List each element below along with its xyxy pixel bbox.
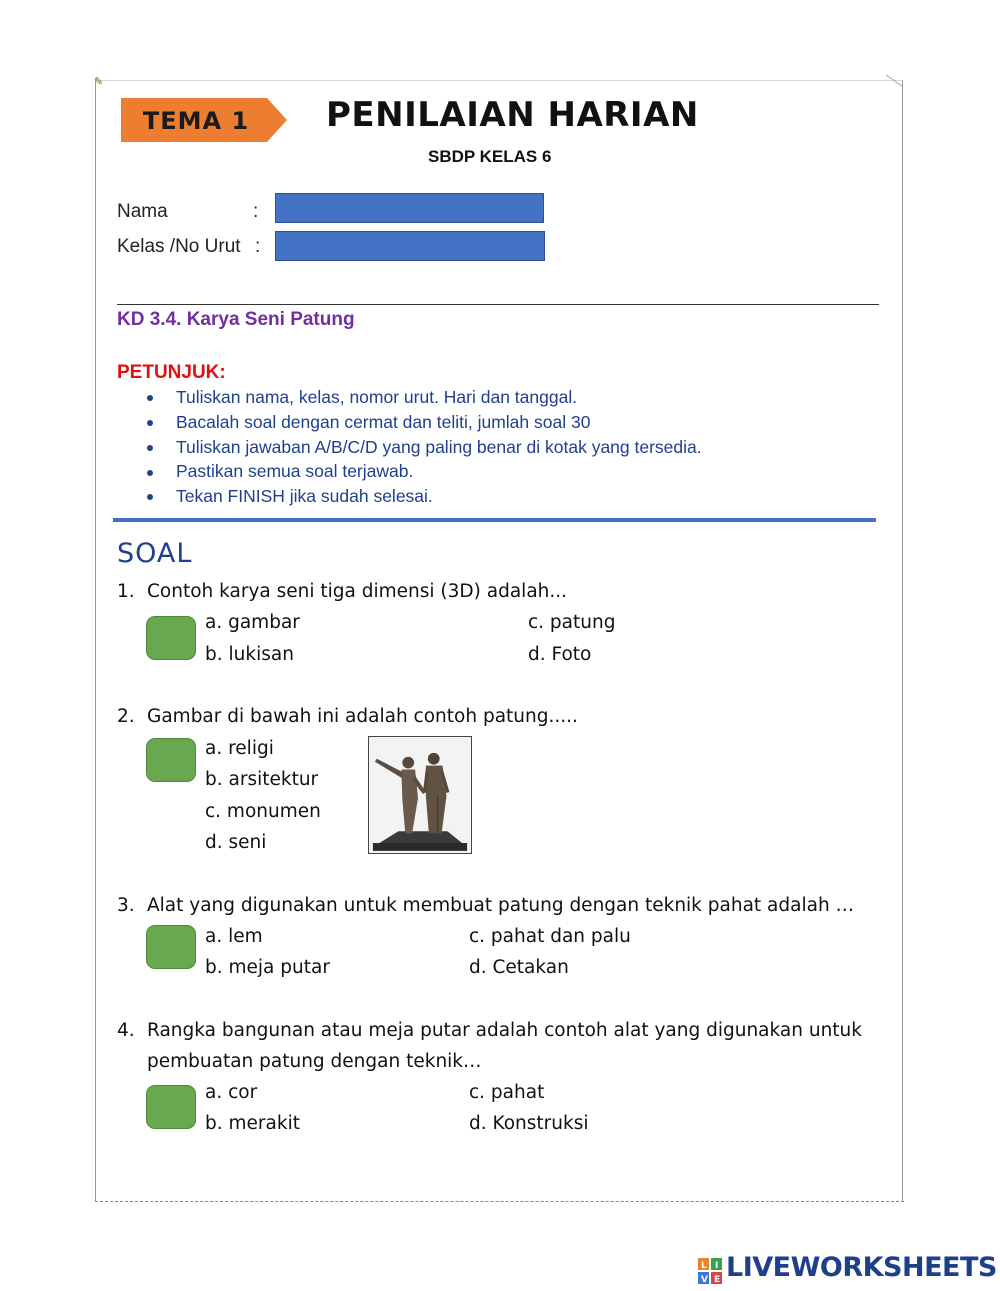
question-text: Alat yang digunakan untuk membuat patung dengan teknik pahat adalah … (147, 895, 855, 916)
option-b: b. merakit (205, 1113, 300, 1134)
page-subtitle: SBDP KELAS 6 (428, 147, 552, 166)
option-b: b. lukisan (205, 644, 294, 665)
answer-box-2[interactable] (146, 738, 196, 782)
instruction-item: Bacalah soal dengan cermat dan teliti, jumlah soal 30 (176, 412, 591, 432)
statue-image (368, 736, 472, 854)
instruction-item: Tekan FINISH jika sudah selesai. (176, 486, 433, 506)
answer-box-1[interactable] (146, 616, 196, 660)
bullet-icon (147, 494, 153, 500)
liveworksheets-brand[interactable]: LIVEWORKSHEETS (726, 1252, 997, 1283)
option-a: a. lem (205, 926, 263, 947)
bullet-icon (147, 470, 153, 476)
section-divider (113, 518, 876, 522)
pin-icon: ✎ (94, 75, 104, 88)
instruction-item: Tuliskan jawaban A/B/C/D yang paling benar di kotak yang tersedia. (176, 437, 702, 457)
answer-box-4[interactable] (146, 1085, 196, 1129)
petunjuk-heading: PETUNJUK: (117, 362, 226, 383)
liveworksheets-logo-icon (698, 1258, 722, 1284)
page-bottom-edge (95, 1201, 904, 1202)
logo-letter-v: V (701, 1275, 708, 1284)
soal-heading: SOAL (117, 538, 193, 569)
option-a: a. cor (205, 1082, 258, 1103)
option-c: c. pahat dan palu (469, 926, 631, 947)
option-c: c. pahat (469, 1082, 545, 1103)
nama-colon: : (253, 201, 259, 222)
bullet-icon (147, 395, 153, 401)
bullet-icon (147, 445, 153, 451)
instruction-item: Tuliskan nama, kelas, nomor urut. Hari dan tanggal. (176, 387, 578, 407)
bullet-icon (147, 420, 153, 426)
question-number: 1. (117, 581, 135, 602)
logo-letter-i: I (715, 1261, 719, 1271)
instruction-item: Pastikan semua soal terjawab. (176, 461, 414, 481)
option-a: a. gambar (205, 612, 300, 633)
kelas-label: Kelas /No Urut (117, 236, 241, 257)
option-a: a. religi (205, 738, 274, 759)
option-b: b. meja putar (205, 957, 330, 978)
option-b: b. arsitektur (205, 769, 319, 790)
kelas-colon: : (255, 236, 261, 257)
logo-letter-e: E (714, 1275, 721, 1284)
option-d: d. Foto (528, 644, 592, 665)
kd-heading: KD 3.4. Karya Seni Patung (117, 309, 355, 330)
page-title: PENILAIAN HARIAN (326, 95, 699, 135)
option-d: d. Konstruksi (469, 1113, 589, 1134)
option-d: d. seni (205, 832, 267, 853)
question-text: Gambar di bawah ini adalah contoh patung..... (147, 706, 578, 727)
option-c: c. monumen (205, 801, 321, 822)
question-text: Contoh karya seni tiga dimensi (3D) adalah... (147, 581, 568, 602)
answer-box-3[interactable] (146, 925, 196, 969)
question-number: 3. (117, 895, 135, 916)
question-number: 4. (117, 1020, 135, 1041)
nama-label: Nama (117, 201, 168, 222)
question-text: Rangka bangunan atau meja putar adalah contoh alat yang digunakan untuk (147, 1020, 862, 1041)
option-d: d. Cetakan (469, 957, 569, 978)
question-number: 2. (117, 706, 135, 727)
tema-label: TEMA 1 (142, 107, 250, 135)
nama-input[interactable] (275, 193, 544, 223)
logo-letter-l: L (701, 1261, 707, 1271)
option-c: c. patung (528, 612, 616, 633)
kelas-input[interactable] (275, 231, 545, 261)
divider (117, 304, 879, 305)
question-text-line2: pembuatan patung dengan teknik… (147, 1051, 482, 1072)
